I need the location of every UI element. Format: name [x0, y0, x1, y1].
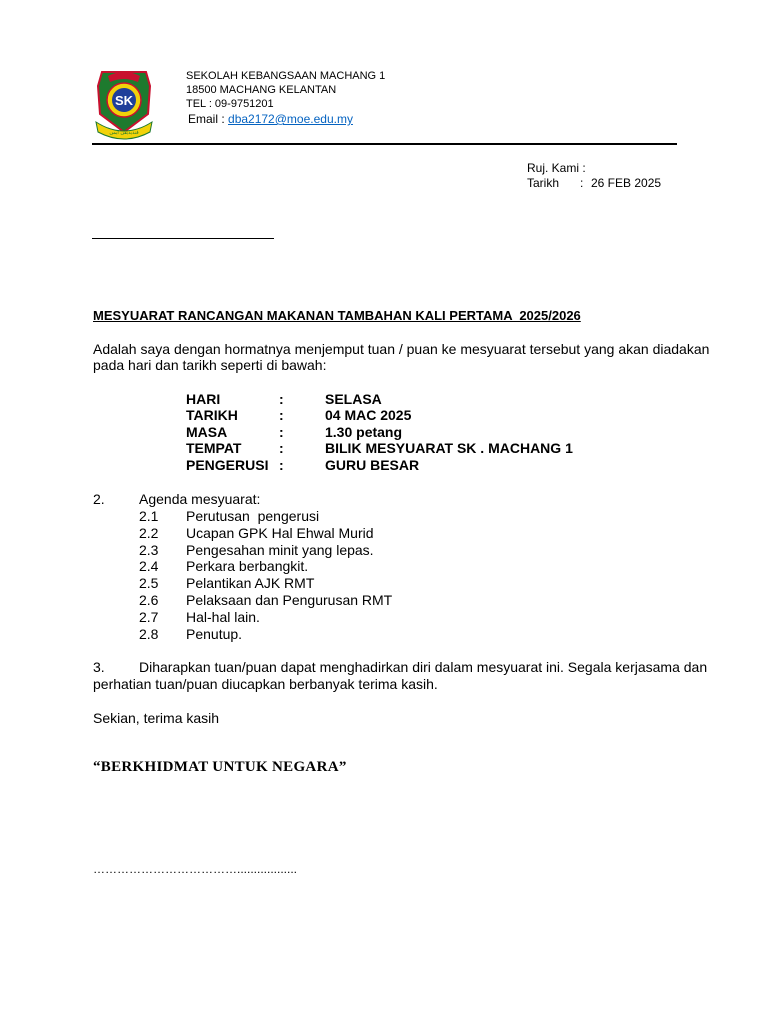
- agenda-heading: Agenda mesyuarat:: [139, 491, 261, 507]
- ruj-kami-label: Ruj. Kami :: [527, 161, 586, 175]
- school-tel: TEL : 09-9751201: [186, 98, 274, 110]
- agenda-item-text: Pengesahan minit yang lepas.: [186, 542, 374, 558]
- agenda-number: 2.: [93, 491, 105, 507]
- agenda-item-no: 2.4: [139, 558, 159, 574]
- agenda-item-text: Perkara berbangkit.: [186, 558, 309, 574]
- recipient-line: [92, 238, 274, 239]
- agenda-item-no: 2.3: [139, 542, 159, 558]
- detail-sep: :: [279, 424, 284, 440]
- detail-sep: :: [279, 440, 284, 456]
- email-link[interactable]: dba2172@moe.edu.my: [228, 112, 353, 126]
- agenda-item-no: 2.5: [139, 575, 159, 591]
- tarikh-label: Tarikh: [527, 176, 560, 190]
- agenda-item-no: 2.6: [139, 592, 159, 608]
- closing-line-1: Diharapkan tuan/puan dapat menghadirkan diri dalam mesyuarat ini. Segala kerjasama dan: [139, 659, 708, 675]
- logo-banner-text: ڤنديديقن ايمن: [109, 130, 139, 136]
- intro-line-1: Adalah saya dengan hormatnya menjemput tuan / puan ke mesyuarat tersebut yang akan diadakan: [93, 341, 710, 357]
- header-divider: [92, 143, 677, 145]
- detail-label-tarikh: TARIKH: [186, 407, 238, 423]
- closing-line-2: perhatian tuan/puan diucapkan berbanyak terima kasih.: [93, 676, 438, 692]
- agenda-item-text: Penutup.: [186, 626, 243, 642]
- agenda-item-text: Pelantikan AJK RMT: [186, 575, 315, 591]
- tarikh-value: 26 FEB 2025: [591, 176, 662, 190]
- agenda-item-text: Hal-hal lain.: [186, 609, 260, 625]
- intro-line-2: pada hari dan tarikh seperti di bawah:: [93, 357, 327, 373]
- detail-value-masa: 1.30 petang: [325, 424, 403, 440]
- detail-sep: :: [279, 391, 284, 407]
- detail-label-masa: MASA: [186, 424, 228, 440]
- agenda-item-text: Ucapan GPK Hal Ehwal Murid: [186, 525, 374, 541]
- email-line: [188, 112, 353, 126]
- signature-line: ………………………………..................: [93, 862, 298, 876]
- school-address: 18500 MACHANG KELANTAN: [186, 84, 337, 96]
- detail-value-tarikh: 04 MAC 2025: [325, 407, 412, 423]
- detail-label-tempat: TEMPAT: [186, 440, 242, 456]
- closing-number: 3.: [93, 659, 105, 675]
- logo-initials: SK: [114, 93, 134, 108]
- school-logo: [94, 66, 154, 140]
- agenda-item-no: 2.2: [139, 525, 159, 541]
- letter-title: MESYUARAT RANCANGAN MAKANAN TAMBAHAN KALI PERTAMA 2025/2026: [93, 308, 581, 323]
- tarikh-separator: :: [580, 176, 584, 190]
- detail-sep: :: [279, 407, 284, 423]
- sign-off: Sekian, terima kasih: [93, 710, 220, 726]
- agenda-item-no: 2.8: [139, 626, 159, 642]
- agenda-item-text: Pelaksaan dan Pengurusan RMT: [186, 592, 393, 608]
- detail-label-hari: HARI: [186, 391, 221, 407]
- school-name: SEKOLAH KEBANGSAAN MACHANG 1: [186, 70, 386, 82]
- email-label: Email :: [188, 112, 229, 126]
- detail-value-tempat: BILIK MESYUARAT SK . MACHANG 1: [325, 440, 573, 456]
- detail-sep: :: [279, 457, 284, 473]
- detail-value-pengerusi: GURU BESAR: [325, 457, 420, 473]
- agenda-item-text: Perutusan pengerusi: [186, 508, 320, 524]
- motto: “BERKHIDMAT UNTUK NEGARA”: [93, 759, 347, 775]
- agenda-item-no: 2.1: [139, 508, 159, 524]
- detail-label-pengerusi: PENGERUSI: [186, 457, 269, 473]
- agenda-item-no: 2.7: [139, 609, 159, 625]
- detail-value-hari: SELASA: [325, 391, 382, 407]
